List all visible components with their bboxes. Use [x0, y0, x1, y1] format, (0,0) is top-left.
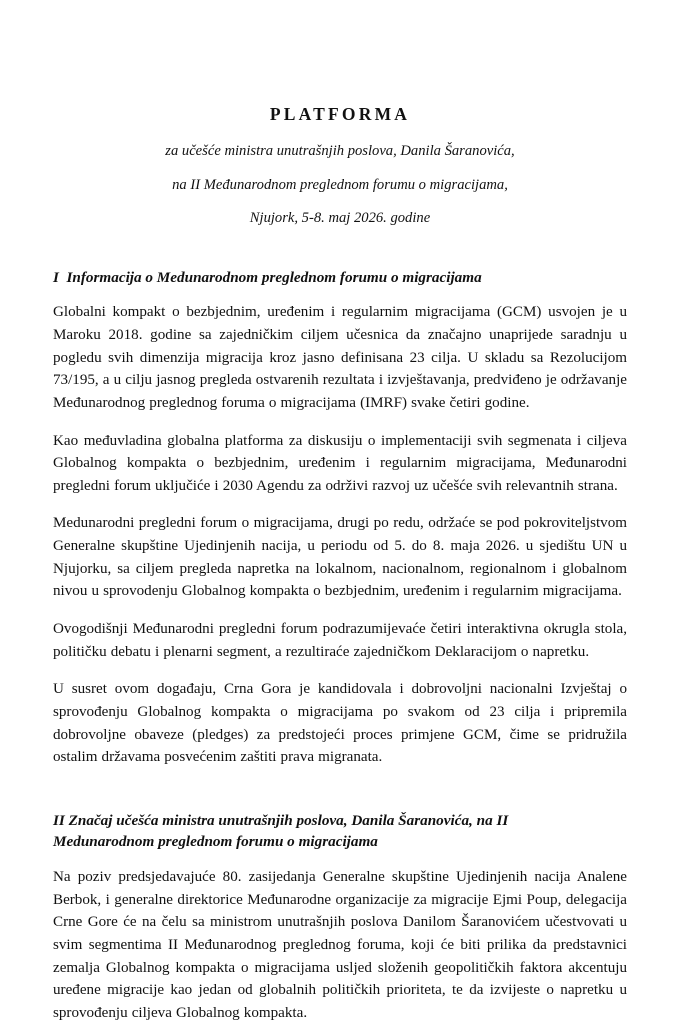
paragraph: U susret ovom događaju, Crna Gora je kandidovala i dobrovoljni nacionalni Izvještaj o sprovođenju Globalnog kompakta o migracijama po svakom od 23 cilja i pripremila dobrovoljne obaveze (pledges) za predstojeći proces primjene GCM, čime se pridružila ostalim državama posvećenim zaštiti prava migranata.	[53, 681, 627, 766]
paragraph: Na poziv predsjedavajuće 80. zasijedanja Generalne skupštine Ujedinjenih nacija Analene Berbok, i generalne direktorice Međunarodne organizacije za migracije Ejmi Poup, delegacija Crne Gore će na čelu sa ministrom unutrašnjih poslova Danilom Šaranovićem učestvovati u svim segmentima II Međunarodnog preglednog foruma, koji će biti prilika da predstavnici zemalja Globalnog kompakta o migracijama usljed složenih geopolitičkih faktora akcentuju uređene migracije kao jedan od globalnih političkih prioriteta, te da izvijeste o napretku u sprovođenju ciljeva Globalnog kompakta.	[53, 869, 627, 1021]
section-title-1: Informacija o Medunarodnom preglednom forumu o migracijama	[66, 268, 482, 286]
document-content	[53, 0, 627, 1025]
paragraph: Ovogodišnji Međunarodni pregledni forum podrazumijevaće četiri interaktivna okrugla stola, političku debatu i plenarni segment, a rezultiraće zajedničkom Deklaracijom o napretku.	[53, 621, 627, 660]
section-numeral-2: II	[53, 811, 65, 829]
subtitle-line-3: Njujork, 5-8. maj 2026. godine	[249, 210, 431, 227]
title-block	[53, 0, 627, 226]
section-heading-1	[53, 226, 627, 289]
page-title: PLATFORMA	[269, 104, 411, 124]
paragraph: Medunarodni pregledni forum o migracijama, drugi po redu, održaće se pod pokroviteljstvom Generalne skupštine Ujedinjenih nacija, u periodu od 5. do 8. maja 2026. u sjedištu UN u Njujorku, sa ciljem pregleda napretka na lokalnom, nacionalnom, regionalnom i globalnom nivou u sprovodenju Globalnog kompakta o bezbjednim, uređenim i regularnim migracijama.	[53, 515, 627, 600]
subtitle-line-1: za učešće ministra unutrašnjih poslova, Danila Šaranovića,	[165, 143, 515, 159]
section-numeral-1: I	[53, 268, 59, 286]
section-heading-2	[53, 769, 627, 853]
section-title-2-line-2: Medunarodnom preglednom forumu o migracijama	[53, 833, 378, 851]
paragraph: Kao međuvladina globalna platforma za diskusiju o implementaciji svih segmenata i ciljeva Globalnog kompakta o bezbjednim, uređenim i regularnim migracijama, Međunarodni pregledni forum uključiće i 2030 Agendu za održivi razvoj uz učešće svih relevantnih strana.	[53, 432, 627, 494]
section-title-2: Značaj učešća ministra unutrašnjih poslova, Danila Šaranovića, na II	[68, 811, 509, 829]
subtitle-line-2: na II Međunarodnom preglednom forumu o migracijama,	[172, 176, 508, 193]
paragraph: Globalni kompakt o bezbjednim, uređenim i regularnim migracijama (GCM) usvojen je u Maroku 2018. godine sa zajedničkim ciljem učesnica da značajno unaprijede saradnju u pogledu svih dimenzija migracija kroz jasno definisana 23 cilja. U skladu sa Rezolucijom 73/195, a u cilju jasnog pregleda ostvarenih rezultata i izvještavanja, predviđeno je održavanje Međunarodnog preglednog foruma o migracijama (IMRF) svake četiri godine.	[53, 304, 627, 411]
